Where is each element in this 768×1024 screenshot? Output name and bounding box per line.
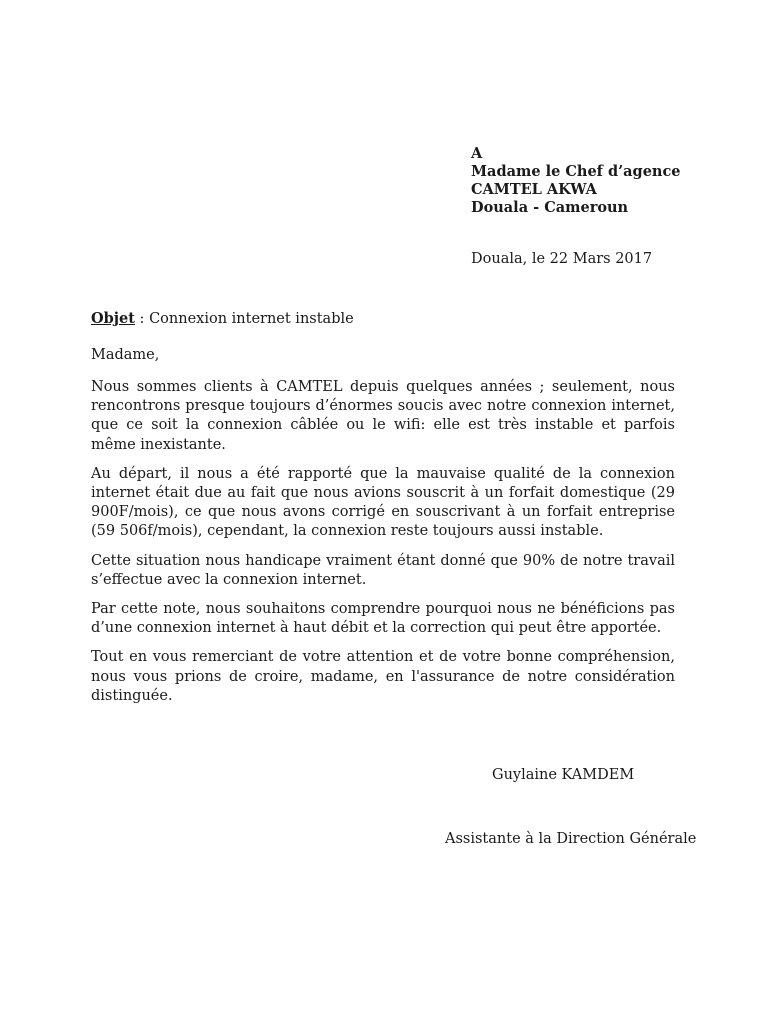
subject-separator: : — [134, 311, 150, 327]
recipient-line-4: Douala - Cameroun — [471, 199, 629, 216]
signature-name: Guylaine KAMDEM — [492, 767, 635, 783]
salutation: Madame, — [91, 347, 160, 363]
recipient-address-block — [471, 145, 681, 217]
letter-body — [91, 378, 675, 716]
signatory-role: Assistante à la Direction Générale — [445, 831, 697, 847]
body-paragraph-2: Au départ, il nous a été rapporté que la mauvaise qualité de la connexion internet était due au fait que nous avions souscrit à un forfait domestique (29 900F/mois), ce que nous avons corrigé en souscrivant à un forfait entreprise (59 506f/mois), cependant, la connexion reste toujours aussi instable. — [91, 465, 675, 540]
subject-text: Connexion internet instable — [149, 311, 354, 327]
recipient-line-3: CAMTEL AKWA — [471, 181, 597, 198]
subject-label: Objet — [91, 310, 135, 327]
body-paragraph-1: Nous sommes clients à CAMTEL depuis quelques années ; seulement, nous rencontrons presque toujours d’énormes soucis avec notre connexion internet, que ce soit la connexion câblée ou le wifi: elle est très instable et parfois même inexistante. — [91, 379, 675, 453]
recipient-line-2: Madame le Chef d’agence — [471, 163, 681, 180]
body-paragraph-3: Cette situation nous handicape vraiment étant donné que 90% de notre travail s’effectue avec la connexion internet. — [91, 552, 675, 588]
recipient-line-1: A — [471, 145, 483, 162]
letter-date: Douala, le 22 Mars 2017 — [471, 251, 653, 267]
body-paragraph-5: Tout en vous remerciant de votre attention et de votre bonne compréhension, nous vous prions de croire, madame, en l'assurance de notre considération distinguée. — [91, 649, 675, 704]
subject-line — [91, 310, 354, 328]
body-paragraph-4: Par cette note, nous souhaitons comprendre pourquoi nous ne bénéficions pas d’une connexion internet à haut débit et la correction qui peut être apportée. — [91, 601, 675, 637]
